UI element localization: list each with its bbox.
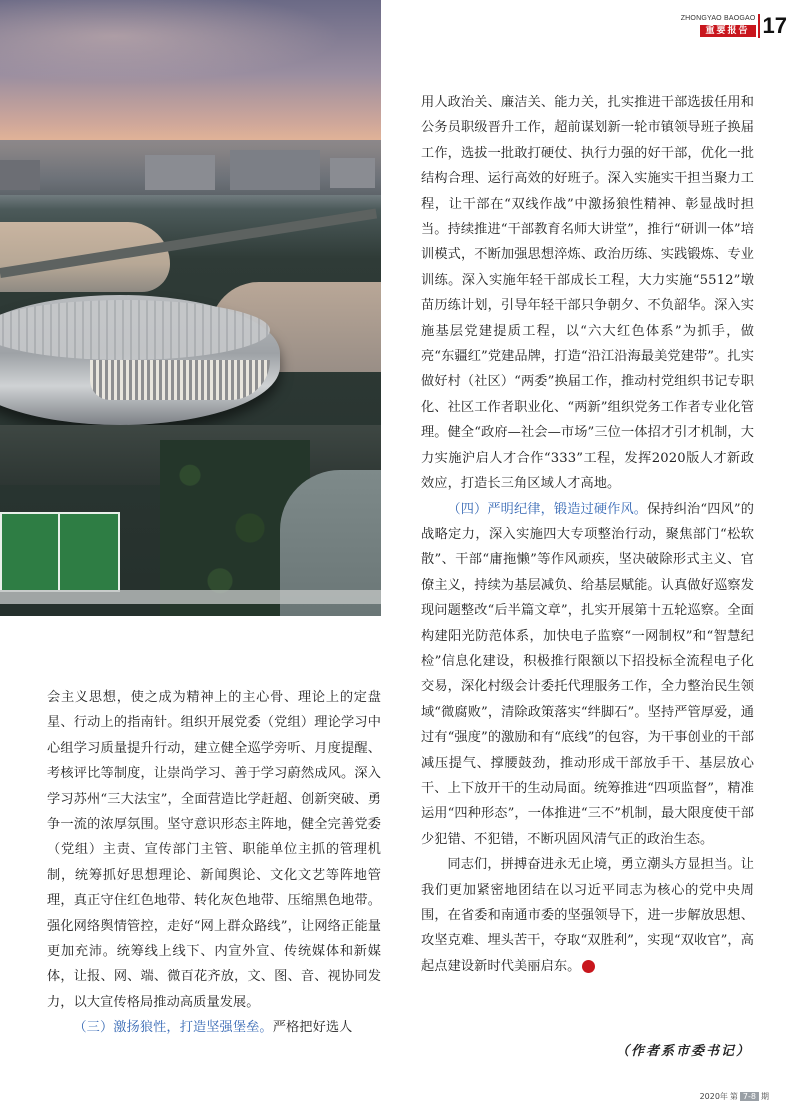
page-header bbox=[681, 14, 787, 40]
section-heading: （三）激扬狼性，打造坚强堡垒。 bbox=[73, 1020, 273, 1036]
page-footer bbox=[700, 1091, 769, 1102]
building-cluster bbox=[145, 155, 215, 190]
footer-di: 第 bbox=[729, 1092, 738, 1101]
building-cluster bbox=[230, 150, 320, 190]
section-heading: （四）严明纪律，锻造过硬作风。 bbox=[447, 501, 648, 517]
footer-qi: 期 bbox=[761, 1092, 769, 1101]
paragraph: 用人政治关、廉洁关、能力关，扎实推进干部选拔任用和公务员职级晋升工作，超前谋划新一轮市镇领导班子换届工作，选拔一批敢打硬仗、执行力强的好干部，优化一批结构合理、运行高效的好班子。深入实施实干担当聚力工程，让干部在“双线作战”中激扬狼性精神、彰显战时担当。持续推进“干部教育名师大讲堂”，推行“研训一体”培训模式，不断加强思想淬炼、政治历练、实践锻炼、专业训练。深入实施年轻干部成长工程，大力实施“5512”墩苗历练计划，引导年轻干部只争朝夕、不负韶华。深入实施基层党建提质工程，以“六大红色体系”为抓手，做亮“东疆红”党建品牌，打造“沿江沿海最美党建带”。扎实做好村（社区）“两委”换届工作，推动村党组织书记专职化、社区工作者职业化、“两新”组织党务工作者专业化管理。健全“政府—社会—市场”三位一体招才引才机制，大力实施沪启人才合作“333”工程，发挥2020版人才新政效应，打造长三角区域人才高地。 bbox=[421, 95, 754, 492]
sky-clouds bbox=[0, 0, 381, 90]
footer-year: 2020年 bbox=[699, 1092, 728, 1101]
arena-facade bbox=[90, 360, 270, 400]
paragraph-body: 同志们，拼搏奋进永无止境，勇立潮头方显担当。让我们更加紧密地团结在以习近平同志为核心的党中央周围，在省委和南通市委的坚强领导下，进一步解放思想、攻坚克难、埋头苦干，夺取“双胜利”，实现“双收官”，高起点建设新时代美丽启东。 bbox=[421, 857, 754, 974]
end-mark-icon: 党 bbox=[582, 960, 595, 973]
header-titles bbox=[681, 14, 756, 37]
soccer-field bbox=[0, 512, 120, 592]
building-cluster bbox=[0, 160, 40, 190]
paragraph-body: 保持纠治“四风”的战略定力，深入实施四大专项整治行动，聚焦部门“松软散”、干部“庸拖懒”等作风顽疾，坚决破除形式主义、官僚主义，持续为基层减负、给基层赋能。认真做好巡察发现问题整改“后半篇文章”，扎实开展第十五轮巡察。全面构建阳光防范体系，加快电子监察“一网制权”和“智慧纪检”信息化建设，积极推行限额以下招投标全流程电子化交易，深化村级会计委托代理服务工作，全力整治民生领域“微腐败”，清除政策落实“绊脚石”。坚持严管厚爱，通过有“强度”的激励和有“底线”的包容，为干事创业的干部减压提气、撑腰鼓劲，推动形成干部放手干、基层放心干、上下放开干的生动局面。统筹推进“四项监督”，精准运用“四种形态”，一体推进“三不”机制，最大限度使干部少犯错、不犯错，不断巩固风清气正的政治生态。 bbox=[421, 501, 754, 847]
aerial-photo bbox=[0, 0, 381, 616]
right-column bbox=[421, 90, 754, 979]
left-column bbox=[47, 685, 381, 1041]
trail bbox=[0, 590, 381, 604]
paragraph bbox=[47, 1015, 381, 1040]
paragraph-body: 严格把好选人 bbox=[272, 1020, 353, 1036]
footer-issue: 7-8 bbox=[740, 1092, 759, 1101]
soccer-field-line bbox=[58, 512, 60, 592]
paragraph: 会主义思想，使之成为精神上的主心骨、理论上的定盘星、行动上的指南针。组织开展党委（党组）理论学习中心组学习质量提升行动，建立健全巡学旁听、月度提醒、考核评比等制度，让崇尚学习、善于学习蔚然成风。深入学习苏州“三大法宝”，全面营造比学赶超、创新突破、勇争一流的浓厚氛围。坚守意识形态主阵地，健全完善党委（党组）主责、宣传部门主管、职能单位主抓的管理机制，统筹抓好思想理论、新闻舆论、文化文艺等阵地管理，真正守住红色地带、转化灰色地带、压缩黑色地带。强化网络舆情管控，走好“网上群众路线”，让网络正能量更加充沛。统筹线上线下、内宣外宣、传统媒体和新媒体，让报、网、端、微百花齐放，文、图、音、视协同发力，以大宣传格局推动高质量发展。 bbox=[47, 690, 381, 1010]
building-cluster bbox=[330, 158, 375, 188]
page-number: 17 bbox=[758, 14, 787, 38]
author-note: （作者系市委书记） bbox=[615, 1044, 751, 1059]
header-chinese: 重要报告 bbox=[700, 25, 756, 37]
paragraph bbox=[421, 497, 754, 853]
paragraph bbox=[421, 852, 754, 979]
header-english: ZHONGYAO BAOGAO bbox=[680, 15, 756, 22]
